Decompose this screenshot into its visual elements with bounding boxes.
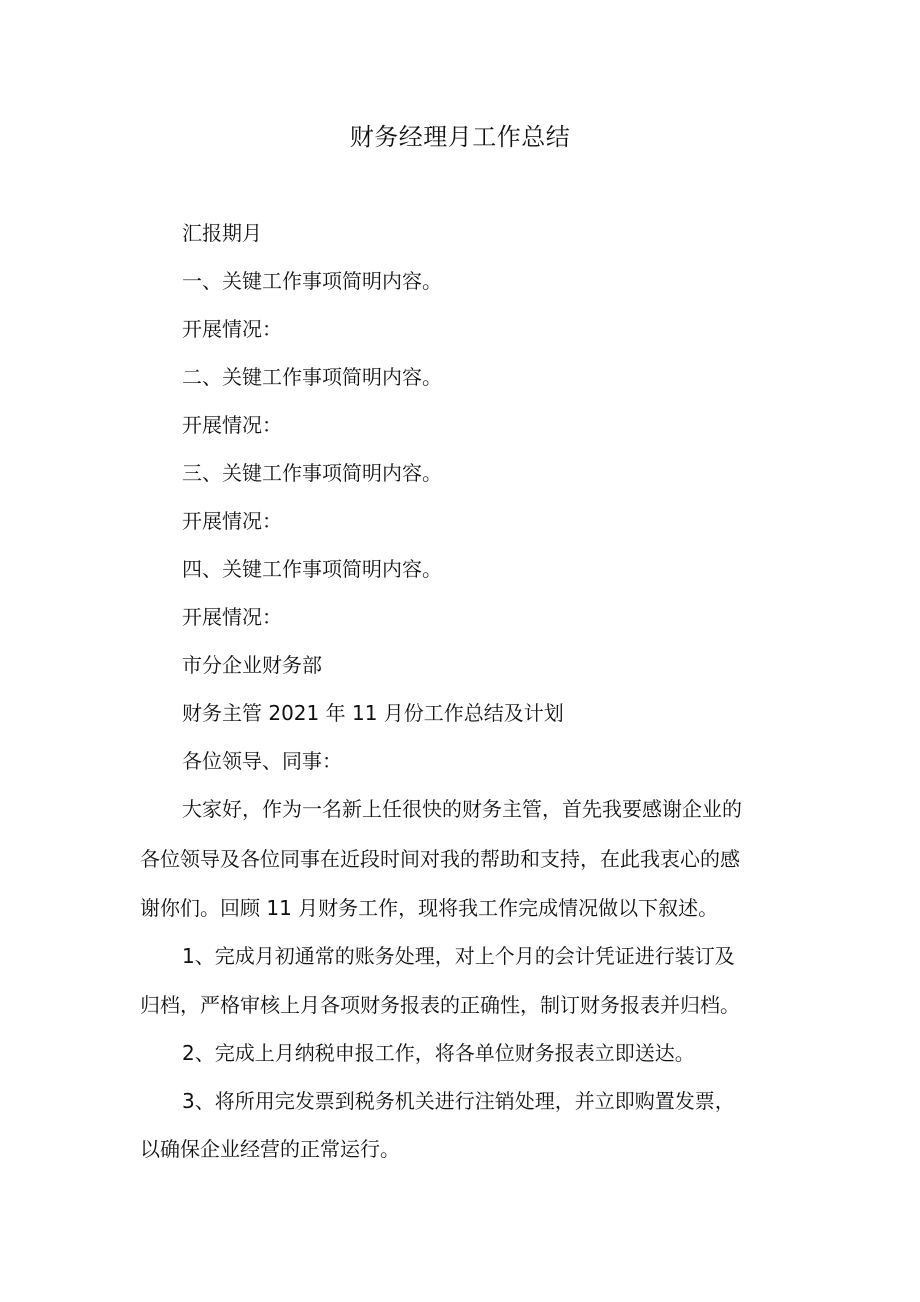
- paragraph-3-line-1: 2、完成上月纳税申报工作，将各单位财务报表立即送达。: [182, 1041, 695, 1065]
- progress-1-line: 开展情况：: [182, 317, 282, 341]
- key-item-3-line: 三、关键工作事项简明内容。: [182, 461, 442, 485]
- paragraph-2-line-1: 1、完成月初通常的账务处理，对上个月的会计凭证进行装订及: [182, 944, 735, 968]
- paragraph-1-line-3: 谢你们。回顾 11 月财务工作，现将我工作完成情况做以下叙述。: [140, 896, 719, 920]
- department-line: 市分企业财务部: [182, 653, 322, 677]
- key-item-2-line: 二、关键工作事项简明内容。: [182, 365, 442, 389]
- subtitle-line: 财务主管 2021 年 11 月份工作总结及计划: [182, 701, 564, 725]
- paragraph-4-line-2: 以确保企业经营的正常运行。: [140, 1137, 400, 1161]
- paragraph-2-line-2: 归档，严格审核上月各项财务报表的正确性，制订财务报表并归档。: [140, 993, 740, 1017]
- salutation-line: 各位领导、同事：: [182, 749, 342, 773]
- report-period-line: 汇报期月: [182, 221, 262, 245]
- document-title: 财务经理月工作总结: [349, 123, 571, 151]
- key-item-4-line: 四、关键工作事项简明内容。: [182, 557, 442, 581]
- paragraph-1-line-1: 大家好，作为一名新上任很快的财务主管，首先我要感谢企业的: [182, 797, 742, 821]
- progress-3-line: 开展情况：: [182, 509, 282, 533]
- progress-2-line: 开展情况：: [182, 413, 282, 437]
- paragraph-4-line-1: 3、将所用完发票到税务机关进行注销处理，并立即购置发票，: [182, 1089, 735, 1113]
- paragraph-1-line-2: 各位领导及各位同事在近段时间对我的帮助和支持，在此我衷心的感: [140, 847, 740, 871]
- key-item-1-line: 一、关键工作事项简明内容。: [182, 269, 442, 293]
- progress-4-line: 开展情况：: [182, 605, 282, 629]
